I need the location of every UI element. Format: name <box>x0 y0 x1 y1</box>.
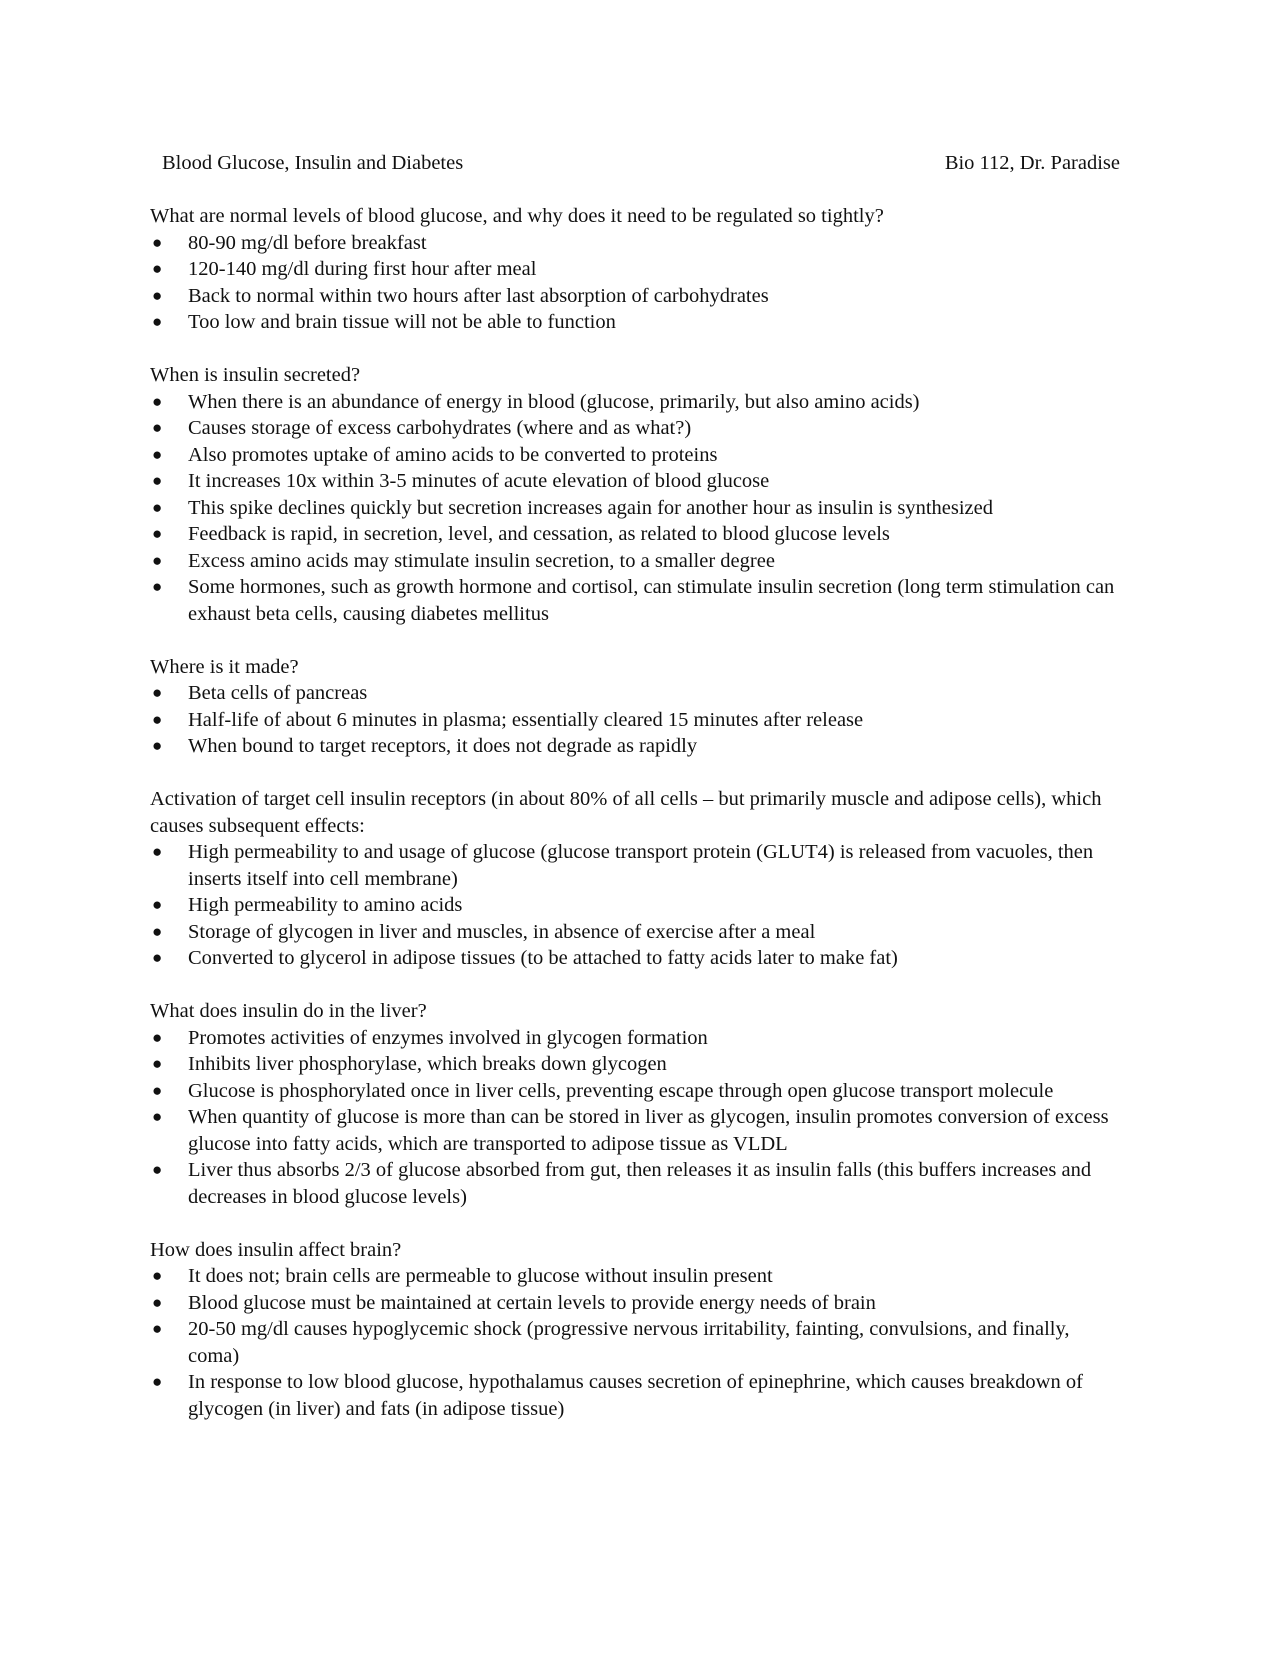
list-item-text: 80-90 mg/dl before breakfast <box>188 231 427 254</box>
bullet-list <box>150 839 1125 972</box>
bullet-list <box>150 1025 1125 1211</box>
section <box>150 786 1125 972</box>
section-question: When is insulin secreted? <box>150 364 361 386</box>
bullet-icon: ● <box>152 285 163 305</box>
list-item <box>150 574 1125 627</box>
bullet-icon: ● <box>152 895 163 914</box>
document-title: Blood Glucose, Insulin and Diabetes <box>162 152 464 174</box>
section-question: Where is it made? <box>150 655 299 678</box>
bullet-icon: ● <box>152 1080 163 1100</box>
list-item <box>150 256 1125 283</box>
list-item-text: Feedback is rapid, in secretion, level, and cessation, as related to blood glucose levels <box>188 523 890 545</box>
section <box>150 362 1125 627</box>
list-item <box>150 468 1125 495</box>
list-item-text: Causes storage of excess carbohydrates (where and as what?) <box>188 417 692 439</box>
list-item <box>150 1290 1125 1317</box>
bullet-icon: ● <box>152 842 163 861</box>
list-item-text: Also promotes uptake of amino acids to be converted to proteins <box>188 443 718 466</box>
bullet-icon: ● <box>152 1107 163 1126</box>
list-item-text: High permeability to and usage of glucose (glucose transport protein (GLUT4) is released from vacuoles, then inserts itself into cell membrane) <box>188 841 1094 890</box>
bullet-icon: ● <box>152 312 163 331</box>
bullet-icon: ● <box>152 736 163 755</box>
list-item-text: It increases 10x within 3-5 minutes of acute elevation of blood glucose <box>188 470 770 492</box>
bullet-icon: ● <box>152 471 163 490</box>
list-item <box>150 839 1125 892</box>
bullet-icon: ● <box>152 948 163 967</box>
list-item <box>150 1316 1125 1369</box>
list-item-text: Storage of glycogen in liver and muscles, in absence of exercise after a meal <box>188 920 816 943</box>
section-question: What are normal levels of blood glucose, and why does it need to be regulated so tightly? <box>150 205 884 227</box>
list-item-text: Too low and brain tissue will not be able to function <box>188 311 616 333</box>
list-item <box>150 415 1125 442</box>
list-item-text: Promotes activities of enzymes involved in glycogen formation <box>188 1026 708 1049</box>
list-item-text: In response to low blood glucose, hypothalamus causes secretion of epinephrine, which causes breakdown of glycogen (in liver) and fats (in adipose tissue) <box>188 1371 1083 1420</box>
list-item <box>150 1263 1125 1290</box>
list-item <box>150 442 1125 469</box>
list-item <box>150 230 1125 257</box>
bullet-icon: ● <box>152 524 163 543</box>
list-item-text: 120-140 mg/dl during first hour after meal <box>188 258 537 280</box>
list-item-text: It does not; brain cells are permeable to glucose without insulin present <box>188 1265 773 1287</box>
list-item <box>150 945 1125 972</box>
bullet-icon: ● <box>152 550 163 570</box>
section-question: How does insulin affect brain? <box>150 1238 402 1261</box>
list-item <box>150 707 1125 734</box>
list-item <box>150 919 1125 946</box>
list-item <box>150 1025 1125 1052</box>
bullet-icon: ● <box>152 1319 163 1338</box>
list-item-text: Half-life of about 6 minutes in plasma; essentially cleared 15 minutes after release <box>188 708 864 731</box>
section <box>150 1237 1125 1423</box>
list-item <box>150 1369 1125 1422</box>
list-item-text: When quantity of glucose is more than can be stored in liver as glycogen, insulin promotes conversion of excess glucose into fatty acids, which are transported to adipose tissue as VLDL <box>188 1106 1109 1155</box>
bullet-icon: ● <box>152 497 163 517</box>
list-item <box>150 892 1125 919</box>
list-item-text: Beta cells of pancreas <box>188 682 368 704</box>
bullet-icon: ● <box>152 1054 163 1073</box>
document-page <box>150 0 1120 1656</box>
list-item-text: Excess amino acids may stimulate insulin secretion, to a smaller degree <box>188 549 775 572</box>
bullet-icon: ● <box>152 1160 163 1179</box>
list-item <box>150 283 1125 310</box>
bullet-icon: ● <box>152 259 163 278</box>
bullet-list <box>150 1263 1125 1422</box>
bullet-icon: ● <box>152 709 163 729</box>
document-body <box>150 203 1125 1449</box>
bullet-list <box>150 680 1125 760</box>
section <box>150 654 1125 760</box>
section <box>150 203 1125 336</box>
bullet-list <box>150 230 1125 336</box>
bullet-icon: ● <box>152 444 163 464</box>
list-item-text: This spike declines quickly but secretion increases again for another hour as insulin is synthesized <box>188 496 993 519</box>
section-question: Activation of target cell insulin receptors (in about 80% of all cells – but primarily muscle and adipose cells), which causes subsequent effects: <box>150 788 1102 837</box>
list-item-text: When bound to target receptors, it does not degrade as rapidly <box>188 735 698 757</box>
list-item-text: Glucose is phosphorylated once in liver cells, preventing escape through open glucose transport molecule <box>188 1079 1054 1102</box>
list-item-text: Inhibits liver phosphorylase, which breaks down glycogen <box>188 1053 667 1075</box>
list-item <box>150 521 1125 548</box>
bullet-icon: ● <box>152 1027 163 1047</box>
list-item <box>150 733 1125 760</box>
bullet-icon: ● <box>152 232 163 252</box>
list-item <box>150 548 1125 575</box>
list-item <box>150 1104 1125 1157</box>
bullet-icon: ● <box>152 577 163 596</box>
page-header <box>162 150 1120 176</box>
bullet-icon: ● <box>152 683 163 702</box>
bullet-icon: ● <box>152 1266 163 1285</box>
list-item <box>150 680 1125 707</box>
bullet-icon: ● <box>152 1372 163 1391</box>
list-item <box>150 1078 1125 1105</box>
list-item-text: Liver thus absorbs 2/3 of glucose absorbed from gut, then releases it as insulin falls (this buffers increases and decreases in blood glucose levels) <box>188 1159 1092 1208</box>
course-label: Bio 112, Dr. Paradise <box>944 152 1120 174</box>
list-item-text: High permeability to amino acids <box>188 894 463 916</box>
list-item-text: Blood glucose must be maintained at certain levels to provide energy needs of brain <box>188 1291 876 1314</box>
list-item <box>150 309 1125 336</box>
list-item-text: Converted to glycerol in adipose tissues (to be attached to fatty acids later to make fat) <box>188 947 898 969</box>
list-item <box>150 389 1125 416</box>
bullet-icon: ● <box>152 418 163 437</box>
list-item-text: Back to normal within two hours after last absorption of carbohydrates <box>188 284 769 307</box>
section <box>150 998 1125 1210</box>
list-item-text: Some hormones, such as growth hormone and cortisol, can stimulate insulin secretion (long term stimulation can exhaust beta cells, causing diabetes mellitus <box>188 576 1115 625</box>
list-item <box>150 1051 1125 1078</box>
bullet-icon: ● <box>152 391 163 411</box>
list-item <box>150 1157 1125 1210</box>
section-question: What does insulin do in the liver? <box>150 1000 427 1022</box>
list-item-text: When there is an abundance of energy in blood (glucose, primarily, but also amino acids) <box>188 390 920 413</box>
bullet-icon: ● <box>152 1292 163 1312</box>
bullet-icon: ● <box>152 921 163 941</box>
bullet-list <box>150 389 1125 628</box>
list-item <box>150 495 1125 522</box>
list-item-text: 20-50 mg/dl causes hypoglycemic shock (progressive nervous irritability, fainting, convulsions, and finally, coma) <box>188 1318 1070 1367</box>
